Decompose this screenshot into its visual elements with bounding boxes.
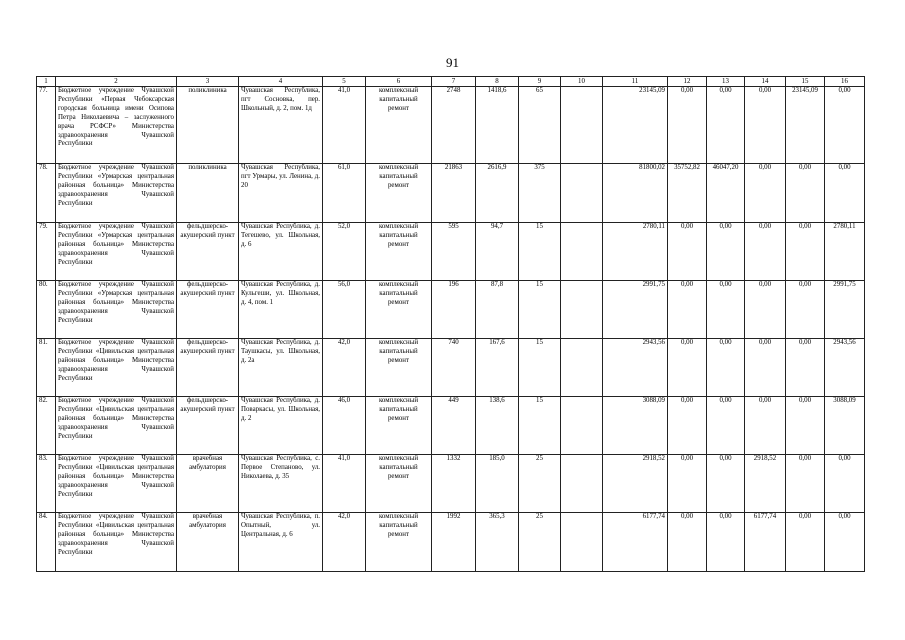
cell-col13: 0,00 xyxy=(707,513,745,572)
cell-col7: 595 xyxy=(432,223,476,281)
cell-col12: 0,00 xyxy=(668,281,707,339)
cell-col16: 0,00 xyxy=(825,87,865,164)
cell-col5: 56,0 xyxy=(323,281,366,339)
cell-col5: 61,0 xyxy=(323,164,366,223)
column-header: 2 xyxy=(56,77,177,87)
row-number: 79. xyxy=(37,223,56,281)
cell-col14: 2918,52 xyxy=(745,455,786,513)
cell-col12: 35752,82 xyxy=(668,164,707,223)
cell-col5: 42,0 xyxy=(323,339,366,397)
cell-col13: 0,00 xyxy=(707,339,745,397)
cell-col16: 2780,11 xyxy=(825,223,865,281)
column-header: 13 xyxy=(707,77,745,87)
cell-col14: 0,00 xyxy=(745,339,786,397)
cell-col16: 2991,75 xyxy=(825,281,865,339)
column-header: 4 xyxy=(239,77,323,87)
facility-address: Чувашская Республика, д. Кульгеши, ул. Школьная, д. 4, пом. 1 xyxy=(239,281,323,339)
cell-col15: 0,00 xyxy=(786,397,825,455)
organization-name: Бюджетное учреждение Чувашской Республики «Цивильская центральная районная больница» Министерства здравоохранения Чувашской Республики xyxy=(56,455,177,513)
cell-col8: 87,8 xyxy=(476,281,519,339)
column-header: 6 xyxy=(366,77,432,87)
cell-col7: 1332 xyxy=(432,455,476,513)
cell-col10 xyxy=(561,164,603,223)
column-header: 10 xyxy=(561,77,603,87)
cell-col12: 0,00 xyxy=(668,87,707,164)
facility-address: Чувашская Республика, пгт Сосновка, пер. Школьный, д. 2, пом. 1д xyxy=(239,87,323,164)
cell-col10 xyxy=(561,397,603,455)
cell-col15: 0,00 xyxy=(786,223,825,281)
facility-type: поликлиника xyxy=(177,87,239,164)
cell-col12: 0,00 xyxy=(668,339,707,397)
column-header: 14 xyxy=(745,77,786,87)
cell-col5: 41,0 xyxy=(323,455,366,513)
cell-col16: 0,00 xyxy=(825,164,865,223)
column-header: 3 xyxy=(177,77,239,87)
cell-col10 xyxy=(561,513,603,572)
organization-name: Бюджетное учреждение Чувашской Республики «Цивильская центральная районная больница» Министерства здравоохранения Чувашской Республики xyxy=(56,339,177,397)
work-type: комплексный капитальный ремонт xyxy=(366,513,432,572)
cell-col13: 0,00 xyxy=(707,223,745,281)
organization-name: Бюджетное учреждение Чувашской Республики «Первая Чебоксарская городская больница имени Осипова Петра Николаевича – заслуженного врача РСФСР» Министерства здравоохранения Чувашской Республики xyxy=(56,87,177,164)
cell-col14: 0,00 xyxy=(745,87,786,164)
column-number-row xyxy=(37,77,865,87)
organization-name: Бюджетное учреждение Чувашской Республики «Урмарская центральная районная больница» Министерства здравоохранения Чувашской Республики xyxy=(56,223,177,281)
cell-col15: 0,00 xyxy=(786,281,825,339)
cell-col11: 2991,75 xyxy=(603,281,668,339)
cell-col10 xyxy=(561,339,603,397)
work-type: комплексный капитальный ремонт xyxy=(366,164,432,223)
cell-col12: 0,00 xyxy=(668,397,707,455)
column-header: 5 xyxy=(323,77,366,87)
column-header: 1 xyxy=(37,77,56,87)
cell-col15: 0,00 xyxy=(786,455,825,513)
cell-col13: 0,00 xyxy=(707,281,745,339)
cell-col11: 2780,11 xyxy=(603,223,668,281)
cell-col13: 0,00 xyxy=(707,87,745,164)
column-header: 9 xyxy=(519,77,561,87)
work-type: комплексный капитальный ремонт xyxy=(366,397,432,455)
cell-col9: 15 xyxy=(519,223,561,281)
cell-col14: 0,00 xyxy=(745,164,786,223)
cell-col5: 52,0 xyxy=(323,223,366,281)
table-row xyxy=(37,281,865,339)
work-type: комплексный капитальный ремонт xyxy=(366,339,432,397)
cell-col8: 94,7 xyxy=(476,223,519,281)
cell-col8: 365,3 xyxy=(476,513,519,572)
table-row xyxy=(37,397,865,455)
column-header: 8 xyxy=(476,77,519,87)
row-number: 83. xyxy=(37,455,56,513)
facility-address: Чувашская Республика, п. Опытный, ул. Центральная, д. 6 xyxy=(239,513,323,572)
cell-col15: 0,00 xyxy=(786,164,825,223)
cell-col15: 23145,09 xyxy=(786,87,825,164)
facilities-table xyxy=(36,76,865,572)
cell-col7: 1992 xyxy=(432,513,476,572)
cell-col5: 46,0 xyxy=(323,397,366,455)
cell-col8: 138,6 xyxy=(476,397,519,455)
column-header: 7 xyxy=(432,77,476,87)
facility-type: фельдшерско-акушерский пункт xyxy=(177,397,239,455)
page-number: 91 xyxy=(446,55,459,70)
cell-col14: 6177,74 xyxy=(745,513,786,572)
cell-col16: 0,00 xyxy=(825,513,865,572)
column-header: 11 xyxy=(603,77,668,87)
cell-col5: 41,0 xyxy=(323,87,366,164)
table-row xyxy=(37,513,865,572)
cell-col11: 3088,09 xyxy=(603,397,668,455)
row-number: 82. xyxy=(37,397,56,455)
cell-col13: 46047,20 xyxy=(707,164,745,223)
cell-col9: 25 xyxy=(519,513,561,572)
column-header: 16 xyxy=(825,77,865,87)
cell-col15: 0,00 xyxy=(786,339,825,397)
column-header: 12 xyxy=(668,77,707,87)
cell-col9: 25 xyxy=(519,455,561,513)
cell-col7: 21863 xyxy=(432,164,476,223)
cell-col14: 0,00 xyxy=(745,397,786,455)
organization-name: Бюджетное учреждение Чувашской Республики «Цивильская центральная районная больница» Министерства здравоохранения Чувашской Республики xyxy=(56,513,177,572)
cell-col9: 15 xyxy=(519,281,561,339)
table-row xyxy=(37,339,865,397)
cell-col12: 0,00 xyxy=(668,513,707,572)
cell-col12: 0,00 xyxy=(668,455,707,513)
work-type: комплексный капитальный ремонт xyxy=(366,223,432,281)
table-row xyxy=(37,87,865,164)
facility-type: врачебная амбулатория xyxy=(177,513,239,572)
cell-col16: 3088,09 xyxy=(825,397,865,455)
facility-type: врачебная амбулатория xyxy=(177,455,239,513)
facility-type: поликлиника xyxy=(177,164,239,223)
cell-col8: 185,0 xyxy=(476,455,519,513)
row-number: 84. xyxy=(37,513,56,572)
cell-col10 xyxy=(561,281,603,339)
cell-col8: 2616,9 xyxy=(476,164,519,223)
cell-col5: 42,0 xyxy=(323,513,366,572)
table-row xyxy=(37,164,865,223)
cell-col7: 449 xyxy=(432,397,476,455)
organization-name: Бюджетное учреждение Чувашской Республики «Урмарская центральная районная больница» Министерства здравоохранения Чувашской Республики xyxy=(56,164,177,223)
cell-col7: 196 xyxy=(432,281,476,339)
cell-col13: 0,00 xyxy=(707,397,745,455)
cell-col15: 0,00 xyxy=(786,513,825,572)
cell-col9: 65 xyxy=(519,87,561,164)
cell-col11: 81800,02 xyxy=(603,164,668,223)
work-type: комплексный капитальный ремонт xyxy=(366,87,432,164)
work-type: комплексный капитальный ремонт xyxy=(366,455,432,513)
row-number: 77. xyxy=(37,87,56,164)
cell-col8: 167,6 xyxy=(476,339,519,397)
row-number: 78. xyxy=(37,164,56,223)
column-header: 15 xyxy=(786,77,825,87)
cell-col9: 15 xyxy=(519,339,561,397)
facility-address: Чувашская Республика, пгт Урмары, ул. Ленина, д. 20 xyxy=(239,164,323,223)
row-number: 81. xyxy=(37,339,56,397)
cell-col16: 2943,56 xyxy=(825,339,865,397)
work-type: комплексный капитальный ремонт xyxy=(366,281,432,339)
cell-col14: 0,00 xyxy=(745,223,786,281)
facility-address: Чувашская Республика, д. Таушкасы, ул. Школьная, д. 2а xyxy=(239,339,323,397)
cell-col10 xyxy=(561,455,603,513)
cell-col16: 0,00 xyxy=(825,455,865,513)
table-row xyxy=(37,223,865,281)
cell-col7: 2748 xyxy=(432,87,476,164)
organization-name: Бюджетное учреждение Чувашской Республики «Цивильская центральная районная больница» Министерства здравоохранения Чувашской Республики xyxy=(56,397,177,455)
facility-type: фельдшерско-акушерский пункт xyxy=(177,339,239,397)
cell-col11: 2918,52 xyxy=(603,455,668,513)
cell-col8: 1418,6 xyxy=(476,87,519,164)
facility-type: фельдшерско-акушерский пункт xyxy=(177,281,239,339)
facility-address: Чувашская Республика, д. Тегешево, ул. Школьная, д. 6 xyxy=(239,223,323,281)
cell-col11: 2943,56 xyxy=(603,339,668,397)
cell-col14: 0,00 xyxy=(745,281,786,339)
facility-address: Чувашская Республика, д. Поваркасы, ул. Школьная, д. 2 xyxy=(239,397,323,455)
facility-address: Чувашская Республика, с. Первое Степаново, ул. Николаева, д. 35 xyxy=(239,455,323,513)
cell-col12: 0,00 xyxy=(668,223,707,281)
cell-col10 xyxy=(561,87,603,164)
table-row xyxy=(37,455,865,513)
cell-col10 xyxy=(561,223,603,281)
facility-type: фельдшерско-акушерский пункт xyxy=(177,223,239,281)
cell-col13: 0,00 xyxy=(707,455,745,513)
cell-col9: 15 xyxy=(519,397,561,455)
cell-col11: 23145,09 xyxy=(603,87,668,164)
row-number: 80. xyxy=(37,281,56,339)
organization-name: Бюджетное учреждение Чувашской Республики «Урмарская центральная районная больница» Министерства здравоохранения Чувашской Республики xyxy=(56,281,177,339)
cell-col9: 375 xyxy=(519,164,561,223)
cell-col7: 740 xyxy=(432,339,476,397)
cell-col11: 6177,74 xyxy=(603,513,668,572)
